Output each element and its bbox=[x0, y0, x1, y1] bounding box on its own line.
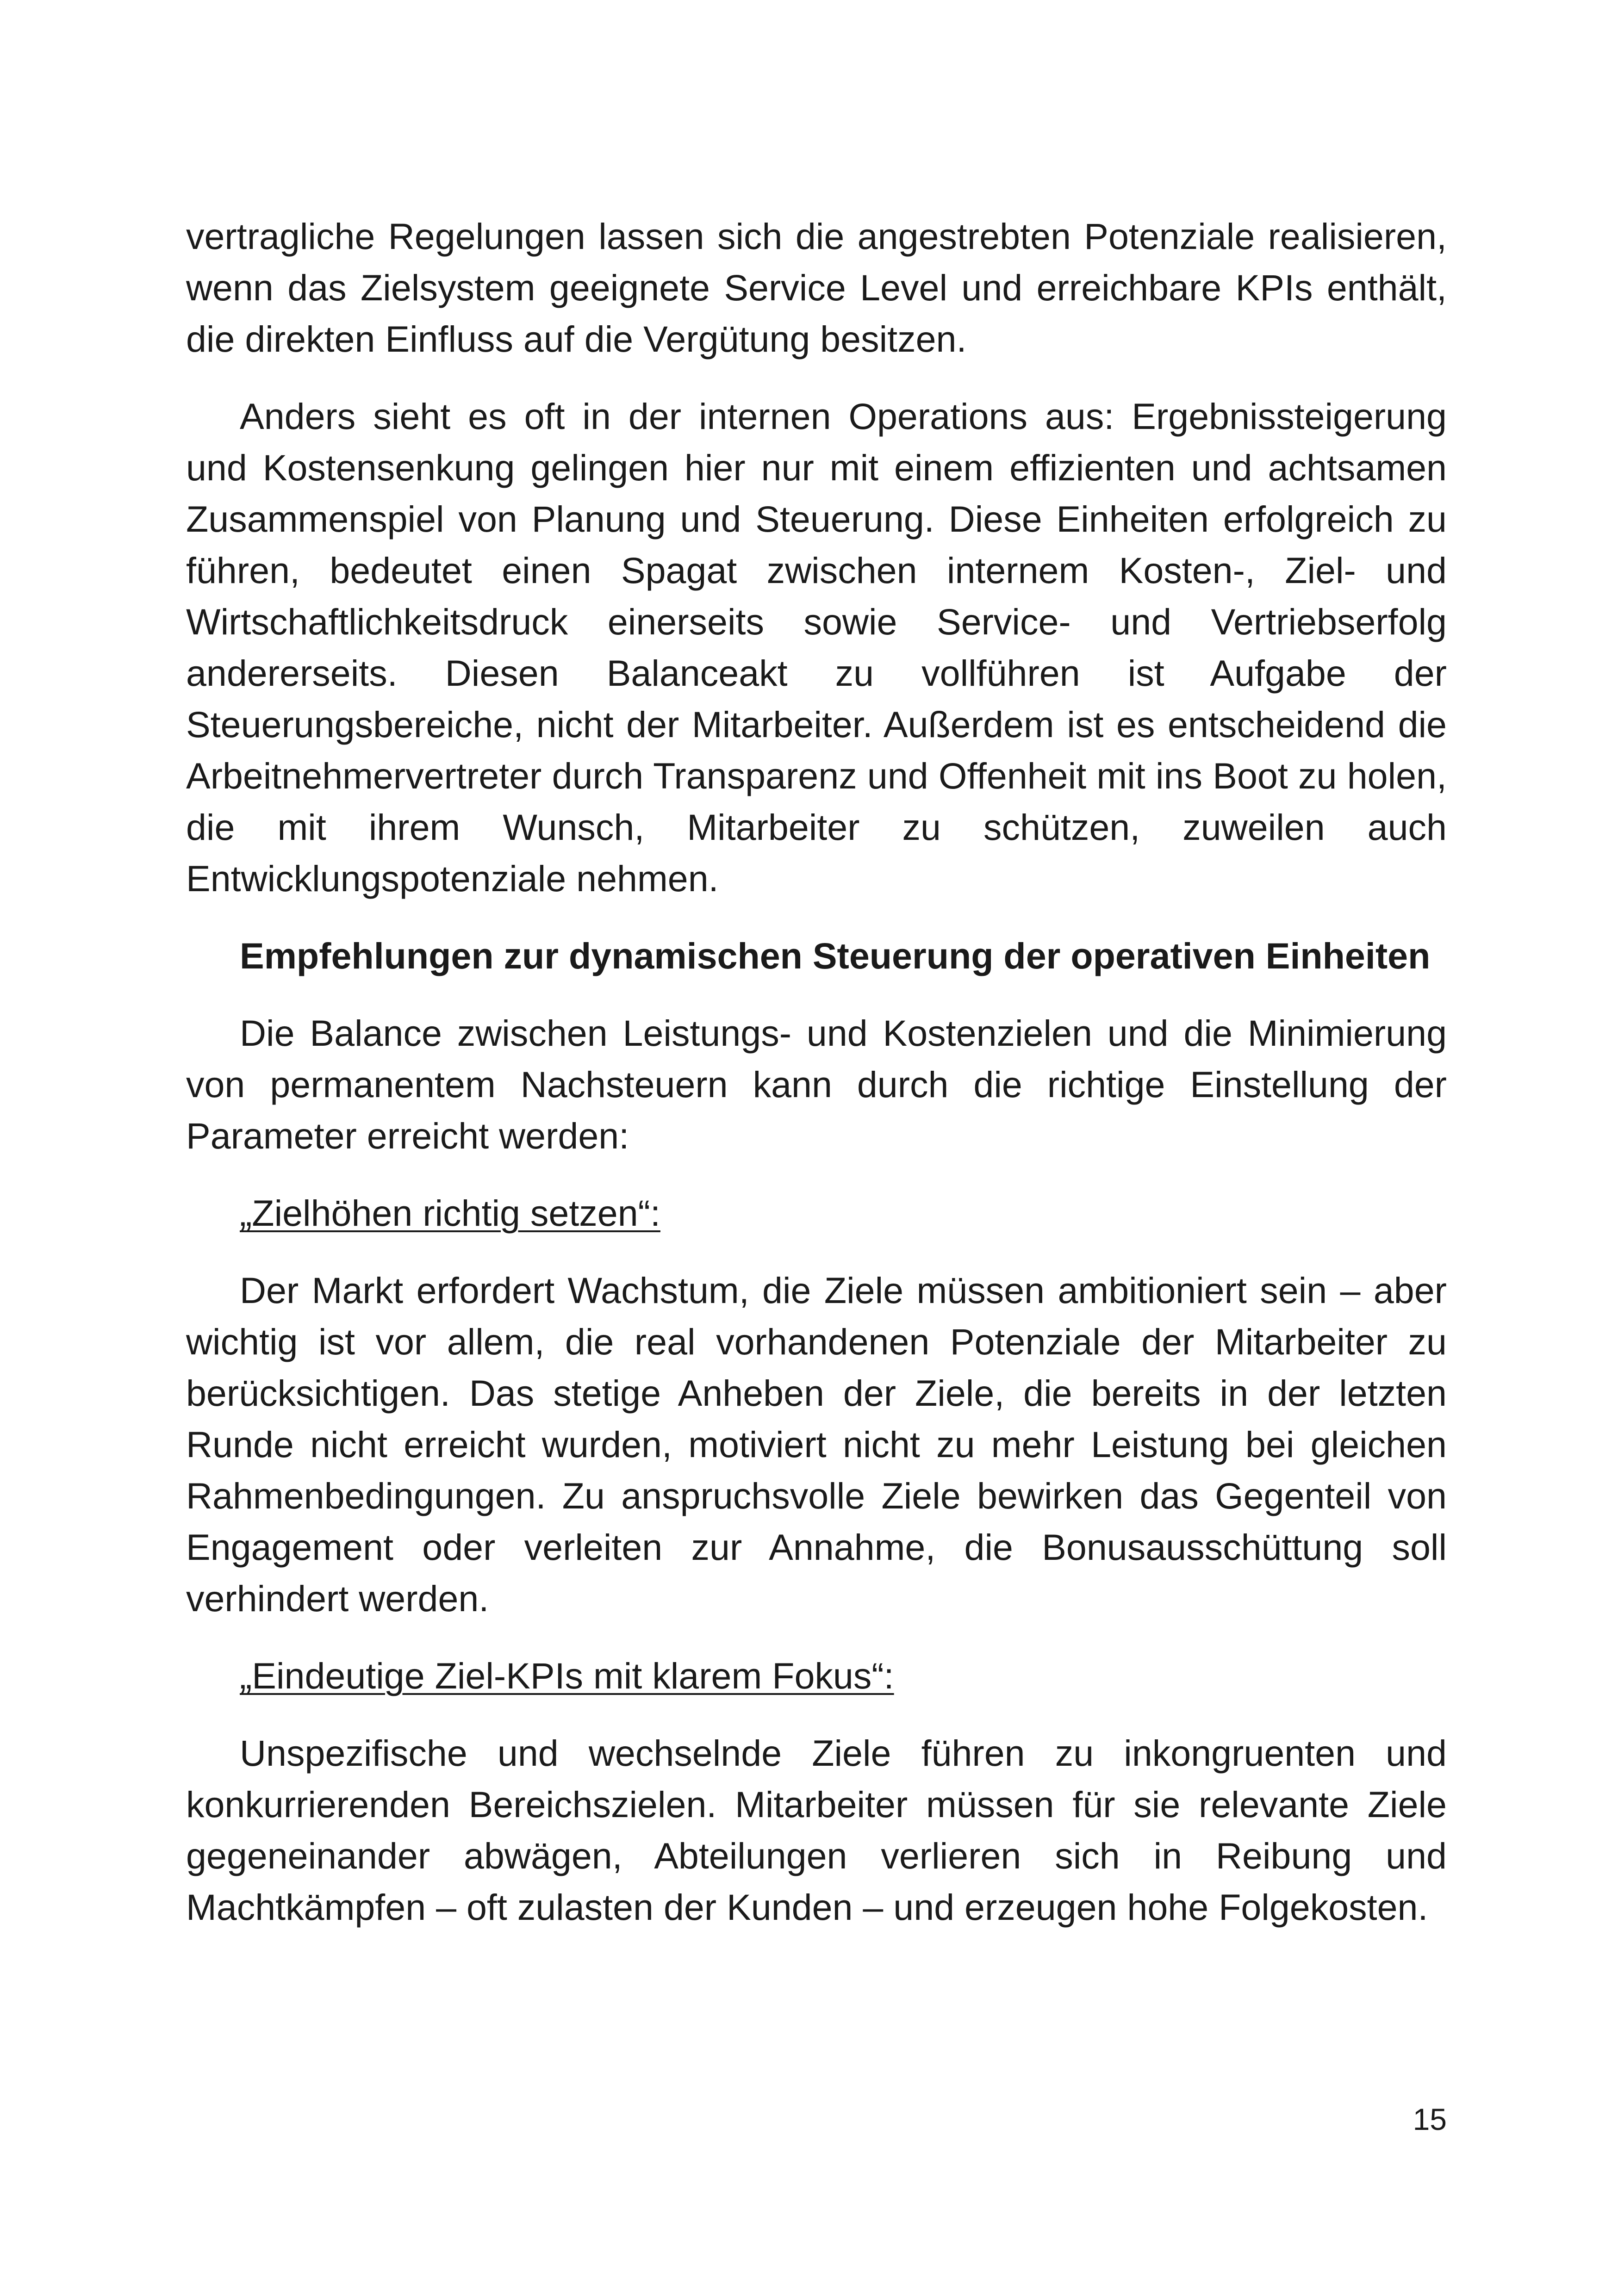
paragraph-markt: Der Markt erfordert Wachstum, die Ziele müssen ambitioniert sein – aber wichtig ist vor allem, die real vorhandenen Potenziale der Mitarbeiter zu berücksichtigen. Das stetige Anheben der Ziele, die bereits in der letzten Runde nicht erreicht wurden, motiviert nicht zu mehr Leistung bei gleichen Rahmenbedingungen. Zu anspruchsvolle Ziele bewirken das Gegenteil von Engagement oder verleiten zur Annahme, die Bonusausschüttung soll verhindert werden. bbox=[186, 1270, 1447, 1619]
paragraph-intro: vertragliche Regelungen lassen sich die angestrebten Potenziale realisieren, wenn das Zielsystem geeignete Service Level und erreichbare KPIs enthält, die direkten Einfluss auf die Vergütung besitzen. bbox=[186, 216, 1447, 360]
subheading-zielhoehen: „Zielhöhen richtig setzen“: bbox=[240, 1192, 660, 1234]
subheading-ziel-kpis: „Eindeutige Ziel-KPIs mit klarem Fokus“: bbox=[240, 1655, 894, 1696]
page-number: 15 bbox=[1413, 2102, 1447, 2136]
page-body bbox=[186, 211, 1447, 1933]
section-heading: Empfehlungen zur dynamischen Steuerung der operativen Einheiten bbox=[240, 935, 1431, 976]
paragraph-internal-operations: Anders sieht es oft in der internen Operations aus: Ergebnissteigerung und Kostensenkung gelingen hier nur mit einem effizienten und achtsamen Zusammenspiel von Planung und Steuerung. Diese Einheiten erfolgreich zu führen, bedeutet einen Spagat zwischen internem Kosten-, Ziel- und Wirtschaftlichkeitsdruck einerseits sowie Service- und Vertriebserfolg andererseits. Diesen Balanceakt zu vollführen ist Aufgabe der Steuerungsbereiche, nicht der Mitarbeiter. Außerdem ist es entscheidend die Arbeitnehmervertreter durch Transparenz und Offenheit mit ins Boot zu holen, die mit ihrem Wunsch, Mitarbeiter zu schützen, zuweilen auch Entwicklungspotenziale nehmen. bbox=[186, 396, 1447, 899]
paragraph-balance: Die Balance zwischen Leistungs- und Kostenzielen und die Minimierung von permanentem Nachsteuern kann durch die richtige Einstellung der Parameter erreicht werden: bbox=[186, 1012, 1447, 1156]
paragraph-unspezifisch: Unspezifische und wechselnde Ziele führen zu inkongruenten und konkurrierenden Bereichszielen. Mitarbeiter müssen für sie relevante Ziele gegeneinander abwägen, Abteilungen verlieren sich in Reibung und Machtkämpfen – oft zulasten der Kunden – und erzeugen hohe Folgekosten. bbox=[186, 1732, 1447, 1928]
